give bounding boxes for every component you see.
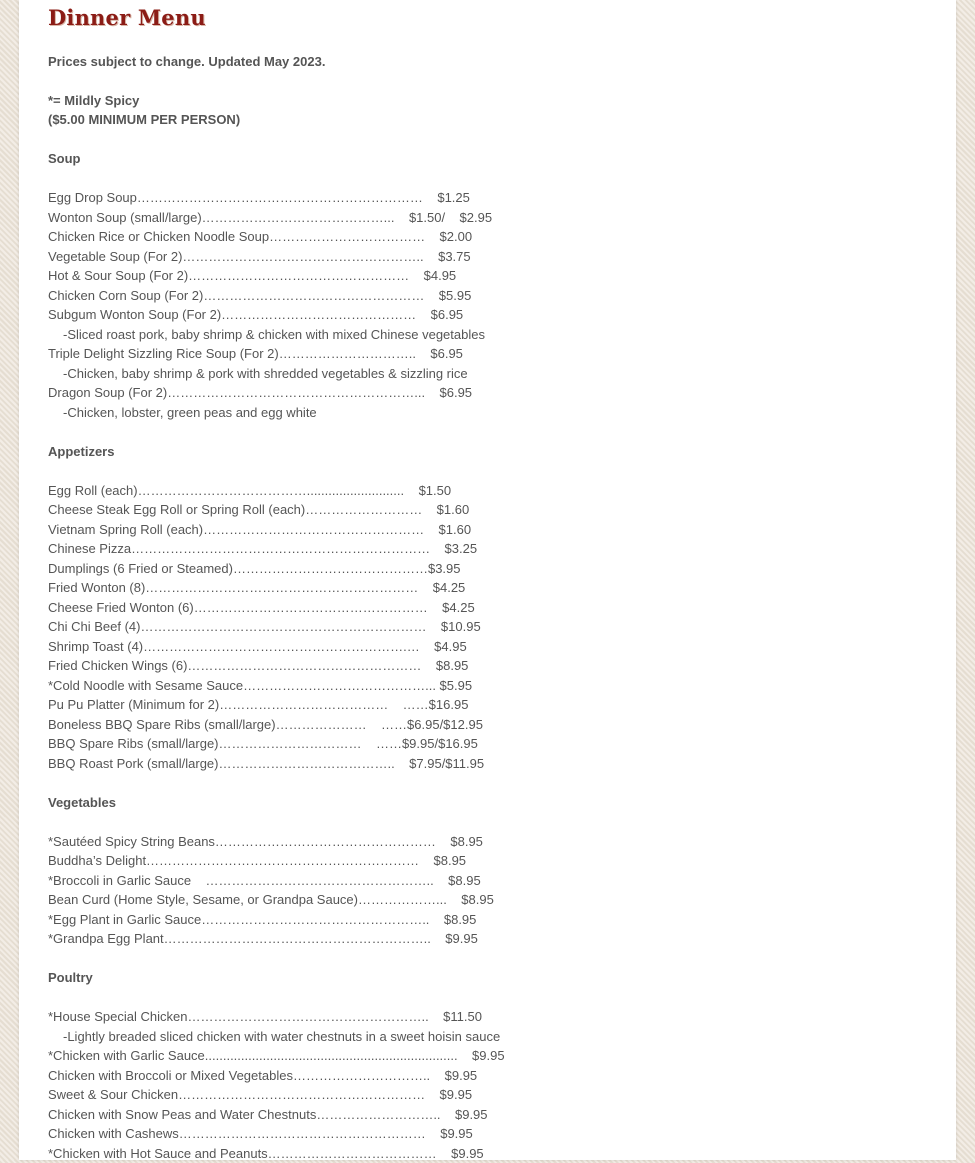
menu-item: *House Special Chicken……………………………………………….. $11.50: [48, 1007, 928, 1027]
menu-item: Dragon Soup (For 2)…………………………………………………... $6.95: [48, 383, 928, 403]
menu-item: Subgum Wonton Soup (For 2)……………………………………… $6.95: [48, 305, 928, 325]
menu-item: Chicken Corn Soup (For 2)…………………………………………… $5.95: [48, 286, 928, 306]
menu-item: Chicken with Broccoli or Mixed Vegetables………………………….. $9.95: [48, 1066, 928, 1086]
menu-item: Bean Curd (Home Style, Sesame, or Grandpa Sauce)………………... $8.95: [48, 890, 928, 910]
menu-item: Cheese Steak Egg Roll or Spring Roll (each)……………………… $1.60: [48, 500, 928, 520]
menu-item: Dumplings (6 Fried or Steamed)………………………………………$3.95: [48, 559, 928, 579]
menu-item: *Egg Plant in Garlic Sauce…………………………………………….. $8.95: [48, 910, 928, 930]
menu-item: Triple Delight Sizzling Rice Soup (For 2)………………………….. $6.95: [48, 344, 928, 364]
menu-section-poultry: [48, 968, 928, 1163]
menu-item: Chi Chi Beef (4)………………………………………………………… $10.95: [48, 617, 928, 637]
menu-item: Egg Drop Soup………………………………………………………… $1.25: [48, 188, 928, 208]
menu-item: Chinese Pizza…………………………………………………………… $3.25: [48, 539, 928, 559]
menu-section-appetizers: [48, 442, 928, 793]
spicy-note: *= Mildly Spicy: [48, 91, 928, 111]
menu-item-description: -Chicken, baby shrimp & pork with shredded vegetables & sizzling rice: [48, 364, 928, 384]
page-title: Dinner Menu: [48, 4, 928, 32]
menu-item: *Cold Noodle with Sesame Sauce……………………………………... $5.95: [48, 676, 928, 696]
menu-item: BBQ Spare Ribs (small/large)…………………………… ……$9.95/$16.95: [48, 734, 928, 754]
menu-item: Wonton Soup (small/large)……………………………………... $1.50/ $2.95: [48, 208, 928, 228]
menu-item: Buddha’s Delight……………………………………………………… $8.95: [48, 851, 928, 871]
menu-item: Chicken Rice or Chicken Noodle Soup……………………………… $2.00: [48, 227, 928, 247]
menu-item: Fried Wonton (8)……………………………………………………… $4.25: [48, 578, 928, 598]
menu-content: [48, 4, 928, 1163]
section-heading: Poultry: [48, 968, 928, 988]
menu-item: *Chicken with Garlic Sauce...................................................................... $9.95: [48, 1046, 928, 1066]
page-panel: [19, 0, 956, 1160]
section-heading: Soup: [48, 149, 928, 169]
menu-item: *Grandpa Egg Plant…………………………………………………….. $9.95: [48, 929, 928, 949]
menu-item-description: -Chicken, lobster, green peas and egg white: [48, 403, 928, 423]
section-heading: Appetizers: [48, 442, 928, 462]
section-heading: Vegetables: [48, 793, 928, 813]
menu-item-description: -Lightly breaded sliced chicken with water chestnuts in a sweet hoisin sauce: [48, 1027, 928, 1047]
menu-item: BBQ Roast Pork (small/large)………………………………….. $7.95/$11.95: [48, 754, 928, 774]
menu-item: Cheese Fried Wonton (6)……………………………………………… $4.25: [48, 598, 928, 618]
menu-item: Shrimp Toast (4)…………………………………………………….… $4.95: [48, 637, 928, 657]
menu-item: Chicken with Snow Peas and Water Chestnuts……………………….. $9.95: [48, 1105, 928, 1125]
menu-item: *Sautéed Spicy String Beans…………………………………………… $8.95: [48, 832, 928, 852]
menu-item: Vegetable Soup (For 2)……………………………………………….. $3.75: [48, 247, 928, 267]
menu-item: Egg Roll (each)…………………………………........................... $1.50: [48, 481, 928, 501]
menu-item: Sweet & Sour Chicken………………………………………………… $9.95: [48, 1085, 928, 1105]
menu-sections: [48, 149, 928, 1163]
menu-item: Fried Chicken Wings (6)……………………………………………… $8.95: [48, 656, 928, 676]
menu-item: Boneless BBQ Spare Ribs (small/large)………………… ……$6.95/$12.95: [48, 715, 928, 735]
minimum-note: ($5.00 MINIMUM PER PERSON): [48, 110, 928, 130]
menu-item: Chicken with Cashews………………………………………………… $9.95: [48, 1124, 928, 1144]
menu-item: *Broccoli in Garlic Sauce …………………………………………….. $8.95: [48, 871, 928, 891]
menu-item: Pu Pu Platter (Minimum for 2)………………………………… ……$16.95: [48, 695, 928, 715]
menu-section-vegetables: [48, 793, 928, 969]
menu-item: Vietnam Spring Roll (each)…………………………………………… $1.60: [48, 520, 928, 540]
menu-item: *Chicken with Hot Sauce and Peanuts………………………………… $9.95: [48, 1144, 928, 1163]
menu-item-description: -Sliced roast pork, baby shrimp & chicken with mixed Chinese vegetables: [48, 325, 928, 345]
price-notice: Prices subject to change. Updated May 2023.: [48, 52, 928, 72]
menu-section-soup: [48, 149, 928, 442]
menu-item: Hot & Sour Soup (For 2)…………………………………………… $4.95: [48, 266, 928, 286]
